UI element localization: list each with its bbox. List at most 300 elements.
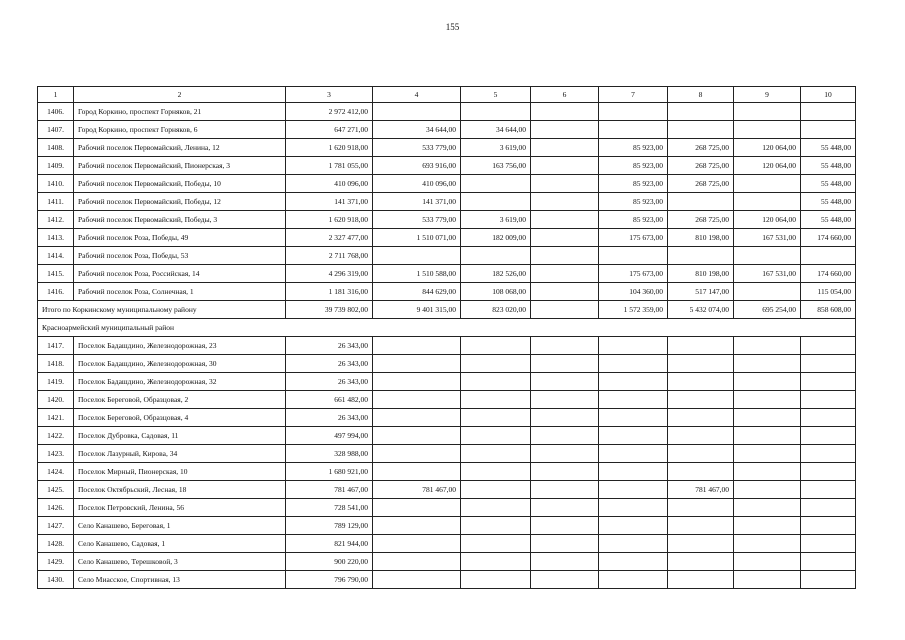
row-number: 1415.: [38, 265, 74, 283]
row-number: 1429.: [38, 553, 74, 571]
value-cell: [734, 499, 801, 517]
value-cell: [734, 391, 801, 409]
table-row: [38, 373, 856, 391]
value-cell: [734, 175, 801, 193]
total-label: Итого по Коркинскому муниципальному району: [38, 301, 286, 319]
value-cell: [734, 193, 801, 211]
value-cell: 167 531,00: [734, 229, 801, 247]
address-cell: Рабочий поселок Роза, Солнечная, 1: [74, 283, 286, 301]
address-cell: Село Канашево, Садовая, 1: [74, 535, 286, 553]
address-cell: Село Канашево, Терешковой, 3: [74, 553, 286, 571]
value-cell: [801, 481, 856, 499]
value-cell: 3 619,00: [461, 139, 531, 157]
value-cell: 85 923,00: [599, 193, 668, 211]
row-number: 1413.: [38, 229, 74, 247]
value-cell: [668, 517, 734, 535]
address-cell: Поселок Береговой, Образцовая, 4: [74, 409, 286, 427]
table-row: [38, 391, 856, 409]
value-cell: [599, 373, 668, 391]
column-header: 1: [38, 87, 74, 103]
table-row: [38, 175, 856, 193]
value-cell: 141 371,00: [286, 193, 373, 211]
address-cell: Поселок Лазурный, Кирова, 34: [74, 445, 286, 463]
value-cell: [801, 337, 856, 355]
value-cell: [461, 571, 531, 589]
row-number: 1406.: [38, 103, 74, 121]
row-number: 1420.: [38, 391, 74, 409]
value-cell: 182 009,00: [461, 229, 531, 247]
value-cell: 175 673,00: [599, 265, 668, 283]
row-number: 1428.: [38, 535, 74, 553]
value-cell: [801, 553, 856, 571]
value-cell: 34 644,00: [373, 121, 461, 139]
row-number: 1430.: [38, 571, 74, 589]
value-cell: [531, 121, 599, 139]
value-cell: [461, 373, 531, 391]
row-number: 1425.: [38, 481, 74, 499]
value-cell: [461, 193, 531, 211]
value-cell: [801, 427, 856, 445]
value-cell: [734, 445, 801, 463]
value-cell: [599, 121, 668, 139]
table-row: [38, 193, 856, 211]
value-cell: [531, 157, 599, 175]
row-number: 1423.: [38, 445, 74, 463]
total-value-cell: 695 254,00: [734, 301, 801, 319]
value-cell: [668, 247, 734, 265]
table-body: [38, 103, 856, 589]
value-cell: 1 181 316,00: [286, 283, 373, 301]
row-number: 1416.: [38, 283, 74, 301]
value-cell: [734, 571, 801, 589]
column-header: 2: [74, 87, 286, 103]
row-number: 1409.: [38, 157, 74, 175]
value-cell: [531, 175, 599, 193]
value-cell: 26 343,00: [286, 337, 373, 355]
value-cell: [668, 355, 734, 373]
value-cell: 796 790,00: [286, 571, 373, 589]
address-cell: Село Канашево, Береговая, 1: [74, 517, 286, 535]
value-cell: [461, 445, 531, 463]
value-cell: [373, 499, 461, 517]
value-cell: 900 220,00: [286, 553, 373, 571]
value-cell: 1 620 918,00: [286, 139, 373, 157]
table-row: [38, 229, 856, 247]
value-cell: [801, 247, 856, 265]
value-cell: [801, 445, 856, 463]
value-cell: [531, 571, 599, 589]
value-cell: [801, 499, 856, 517]
value-cell: [531, 553, 599, 571]
value-cell: [734, 337, 801, 355]
value-cell: [668, 535, 734, 553]
value-cell: 789 129,00: [286, 517, 373, 535]
value-cell: [373, 553, 461, 571]
row-number: 1424.: [38, 463, 74, 481]
value-cell: [599, 391, 668, 409]
value-cell: [461, 391, 531, 409]
value-cell: [461, 409, 531, 427]
value-cell: [734, 103, 801, 121]
value-cell: [668, 121, 734, 139]
value-cell: [373, 355, 461, 373]
value-cell: [668, 427, 734, 445]
header-row: [38, 87, 856, 103]
address-cell: Поселок Мирный, Пионерская, 10: [74, 463, 286, 481]
value-cell: 268 725,00: [668, 211, 734, 229]
value-cell: 167 531,00: [734, 265, 801, 283]
row-number: 1411.: [38, 193, 74, 211]
value-cell: [373, 373, 461, 391]
value-cell: [668, 409, 734, 427]
value-cell: 55 448,00: [801, 157, 856, 175]
value-cell: 55 448,00: [801, 211, 856, 229]
address-cell: Рабочий поселок Первомайский, Победы, 10: [74, 175, 286, 193]
value-cell: [461, 535, 531, 553]
column-header: 3: [286, 87, 373, 103]
value-cell: [461, 553, 531, 571]
value-cell: [531, 535, 599, 553]
value-cell: 268 725,00: [668, 175, 734, 193]
total-value-cell: [531, 301, 599, 319]
value-cell: [668, 463, 734, 481]
column-header: 10: [801, 87, 856, 103]
value-cell: [531, 499, 599, 517]
row-number: 1422.: [38, 427, 74, 445]
address-cell: Рабочий поселок Роза, Победы, 49: [74, 229, 286, 247]
value-cell: 1 620 918,00: [286, 211, 373, 229]
value-cell: [461, 427, 531, 445]
table-row: [38, 157, 856, 175]
value-cell: [531, 445, 599, 463]
row-number: 1407.: [38, 121, 74, 139]
value-cell: [599, 499, 668, 517]
value-cell: 661 482,00: [286, 391, 373, 409]
total-row: [38, 301, 856, 319]
value-cell: 85 923,00: [599, 175, 668, 193]
value-cell: [734, 463, 801, 481]
row-number: 1419.: [38, 373, 74, 391]
address-cell: Рабочий поселок Первомайский, Ленина, 12: [74, 139, 286, 157]
column-header: 4: [373, 87, 461, 103]
value-cell: 175 673,00: [599, 229, 668, 247]
value-cell: [734, 409, 801, 427]
value-cell: 174 660,00: [801, 265, 856, 283]
row-number: 1412.: [38, 211, 74, 229]
row-number: 1410.: [38, 175, 74, 193]
address-cell: Город Коркино, проспект Горняков, 21: [74, 103, 286, 121]
total-value-cell: 858 608,00: [801, 301, 856, 319]
value-cell: 410 096,00: [286, 175, 373, 193]
value-cell: [531, 265, 599, 283]
value-cell: [801, 373, 856, 391]
value-cell: [734, 553, 801, 571]
address-cell: Рабочий поселок Роза, Российская, 14: [74, 265, 286, 283]
value-cell: [373, 409, 461, 427]
total-value-cell: 823 020,00: [461, 301, 531, 319]
address-cell: Город Коркино, проспект Горняков, 6: [74, 121, 286, 139]
total-value-cell: 5 432 074,00: [668, 301, 734, 319]
value-cell: [599, 103, 668, 121]
table-row: [38, 355, 856, 373]
row-number: 1408.: [38, 139, 74, 157]
value-cell: [668, 553, 734, 571]
value-cell: [668, 337, 734, 355]
row-number: 1417.: [38, 337, 74, 355]
value-cell: 410 096,00: [373, 175, 461, 193]
value-cell: [599, 481, 668, 499]
value-cell: [531, 139, 599, 157]
value-cell: [668, 103, 734, 121]
value-cell: [373, 517, 461, 535]
value-cell: 182 526,00: [461, 265, 531, 283]
total-value-cell: 1 572 359,00: [599, 301, 668, 319]
value-cell: [668, 571, 734, 589]
value-cell: 693 916,00: [373, 157, 461, 175]
value-cell: [373, 571, 461, 589]
value-cell: [531, 229, 599, 247]
value-cell: [599, 355, 668, 373]
value-cell: [531, 427, 599, 445]
page-number: 155: [445, 22, 460, 32]
value-cell: 174 660,00: [801, 229, 856, 247]
value-cell: 34 644,00: [461, 121, 531, 139]
address-cell: Поселок Дубровка, Садовая, 11: [74, 427, 286, 445]
value-cell: [531, 247, 599, 265]
value-cell: 26 343,00: [286, 373, 373, 391]
district-row: [38, 319, 856, 337]
value-cell: [373, 103, 461, 121]
table-header: [38, 87, 856, 103]
value-cell: [734, 247, 801, 265]
value-cell: 3 619,00: [461, 211, 531, 229]
value-cell: 781 467,00: [286, 481, 373, 499]
value-cell: [373, 445, 461, 463]
address-cell: Село Миасское, Спортивная, 13: [74, 571, 286, 589]
value-cell: 163 756,00: [461, 157, 531, 175]
table-row: [38, 571, 856, 589]
value-cell: [801, 571, 856, 589]
table-row: [38, 481, 856, 499]
value-cell: [531, 103, 599, 121]
value-cell: 2 972 412,00: [286, 103, 373, 121]
value-cell: [531, 211, 599, 229]
value-cell: [531, 373, 599, 391]
value-cell: [734, 283, 801, 301]
value-cell: 497 994,00: [286, 427, 373, 445]
value-cell: 533 779,00: [373, 139, 461, 157]
address-cell: Поселок Бадашдино, Железнодорожная, 30: [74, 355, 286, 373]
table-row: [38, 247, 856, 265]
table-row: [38, 139, 856, 157]
value-cell: [668, 373, 734, 391]
value-cell: [531, 517, 599, 535]
value-cell: [461, 175, 531, 193]
value-cell: [734, 427, 801, 445]
value-cell: [734, 355, 801, 373]
value-cell: [599, 571, 668, 589]
value-cell: [801, 103, 856, 121]
value-cell: [668, 445, 734, 463]
column-header: 9: [734, 87, 801, 103]
value-cell: 647 271,00: [286, 121, 373, 139]
value-cell: [461, 463, 531, 481]
value-cell: [373, 337, 461, 355]
value-cell: 1 781 055,00: [286, 157, 373, 175]
value-cell: 1 510 071,00: [373, 229, 461, 247]
column-header: 7: [599, 87, 668, 103]
row-number: 1426.: [38, 499, 74, 517]
value-cell: [599, 535, 668, 553]
table-row: [38, 337, 856, 355]
value-cell: 268 725,00: [668, 157, 734, 175]
value-cell: [531, 409, 599, 427]
value-cell: 2 327 477,00: [286, 229, 373, 247]
value-cell: [801, 355, 856, 373]
value-cell: 781 467,00: [373, 481, 461, 499]
value-cell: 26 343,00: [286, 409, 373, 427]
address-cell: Поселок Петровский, Ленина, 56: [74, 499, 286, 517]
value-cell: 115 054,00: [801, 283, 856, 301]
value-cell: [801, 409, 856, 427]
value-cell: [373, 535, 461, 553]
value-cell: [599, 247, 668, 265]
value-cell: [461, 499, 531, 517]
value-cell: 2 711 768,00: [286, 247, 373, 265]
value-cell: 55 448,00: [801, 175, 856, 193]
address-cell: Рабочий поселок Роза, Победы, 53: [74, 247, 286, 265]
value-cell: 844 629,00: [373, 283, 461, 301]
value-cell: [461, 103, 531, 121]
table-row: [38, 121, 856, 139]
value-cell: 810 198,00: [668, 265, 734, 283]
address-cell: Поселок Октябрьский, Лесная, 18: [74, 481, 286, 499]
value-cell: [599, 445, 668, 463]
value-cell: [668, 193, 734, 211]
value-cell: [461, 517, 531, 535]
value-cell: [668, 391, 734, 409]
value-cell: 328 988,00: [286, 445, 373, 463]
total-value-cell: 9 401 315,00: [373, 301, 461, 319]
value-cell: [531, 355, 599, 373]
row-number: 1427.: [38, 517, 74, 535]
value-cell: [531, 283, 599, 301]
value-cell: [801, 121, 856, 139]
value-cell: [734, 121, 801, 139]
row-number: 1421.: [38, 409, 74, 427]
funding-table: [37, 86, 856, 589]
value-cell: [531, 463, 599, 481]
address-cell: Рабочий поселок Первомайский, Победы, 3: [74, 211, 286, 229]
row-number: 1418.: [38, 355, 74, 373]
value-cell: [599, 337, 668, 355]
value-cell: 268 725,00: [668, 139, 734, 157]
column-header: 6: [531, 87, 599, 103]
value-cell: [734, 373, 801, 391]
value-cell: 108 068,00: [461, 283, 531, 301]
value-cell: [531, 481, 599, 499]
value-cell: 55 448,00: [801, 193, 856, 211]
value-cell: [461, 337, 531, 355]
value-cell: [599, 463, 668, 481]
column-header: 5: [461, 87, 531, 103]
value-cell: [599, 409, 668, 427]
table-row: [38, 499, 856, 517]
value-cell: [734, 535, 801, 553]
value-cell: 120 064,00: [734, 139, 801, 157]
value-cell: 1 680 921,00: [286, 463, 373, 481]
value-cell: [668, 499, 734, 517]
value-cell: 55 448,00: [801, 139, 856, 157]
table-row: [38, 535, 856, 553]
value-cell: [461, 247, 531, 265]
address-cell: Поселок Береговой, Образцовая, 2: [74, 391, 286, 409]
value-cell: 120 064,00: [734, 211, 801, 229]
table-row: [38, 283, 856, 301]
value-cell: [801, 535, 856, 553]
value-cell: 85 923,00: [599, 211, 668, 229]
address-cell: Рабочий поселок Первомайский, Победы, 12: [74, 193, 286, 211]
value-cell: 104 360,00: [599, 283, 668, 301]
value-cell: [801, 517, 856, 535]
table-row: [38, 445, 856, 463]
value-cell: 517 147,00: [668, 283, 734, 301]
value-cell: [461, 481, 531, 499]
value-cell: [801, 391, 856, 409]
address-cell: Рабочий поселок Первомайский, Пионерская, 3: [74, 157, 286, 175]
value-cell: 821 944,00: [286, 535, 373, 553]
table-row: [38, 463, 856, 481]
value-cell: [599, 517, 668, 535]
value-cell: [373, 427, 461, 445]
value-cell: 810 198,00: [668, 229, 734, 247]
address-cell: Поселок Бадашдино, Железнодорожная, 23: [74, 337, 286, 355]
table-row: [38, 427, 856, 445]
value-cell: 781 467,00: [668, 481, 734, 499]
value-cell: 85 923,00: [599, 157, 668, 175]
value-cell: [373, 391, 461, 409]
table-row: [38, 517, 856, 535]
value-cell: [531, 337, 599, 355]
district-heading: Красноармейский муниципальный район: [38, 319, 856, 337]
value-cell: [734, 481, 801, 499]
value-cell: [801, 463, 856, 481]
value-cell: [531, 193, 599, 211]
address-cell: Поселок Бадашдино, Железнодорожная, 32: [74, 373, 286, 391]
value-cell: [461, 355, 531, 373]
value-cell: 728 541,00: [286, 499, 373, 517]
value-cell: [599, 427, 668, 445]
value-cell: 4 296 319,00: [286, 265, 373, 283]
value-cell: 26 343,00: [286, 355, 373, 373]
value-cell: [531, 391, 599, 409]
table-row: [38, 103, 856, 121]
value-cell: [599, 553, 668, 571]
row-number: 1414.: [38, 247, 74, 265]
value-cell: 141 371,00: [373, 193, 461, 211]
table-row: [38, 553, 856, 571]
value-cell: 533 779,00: [373, 211, 461, 229]
value-cell: [734, 517, 801, 535]
table-row: [38, 265, 856, 283]
value-cell: 120 064,00: [734, 157, 801, 175]
value-cell: [373, 463, 461, 481]
table-row: [38, 211, 856, 229]
value-cell: [373, 247, 461, 265]
table-row: [38, 409, 856, 427]
value-cell: 85 923,00: [599, 139, 668, 157]
column-header: 8: [668, 87, 734, 103]
